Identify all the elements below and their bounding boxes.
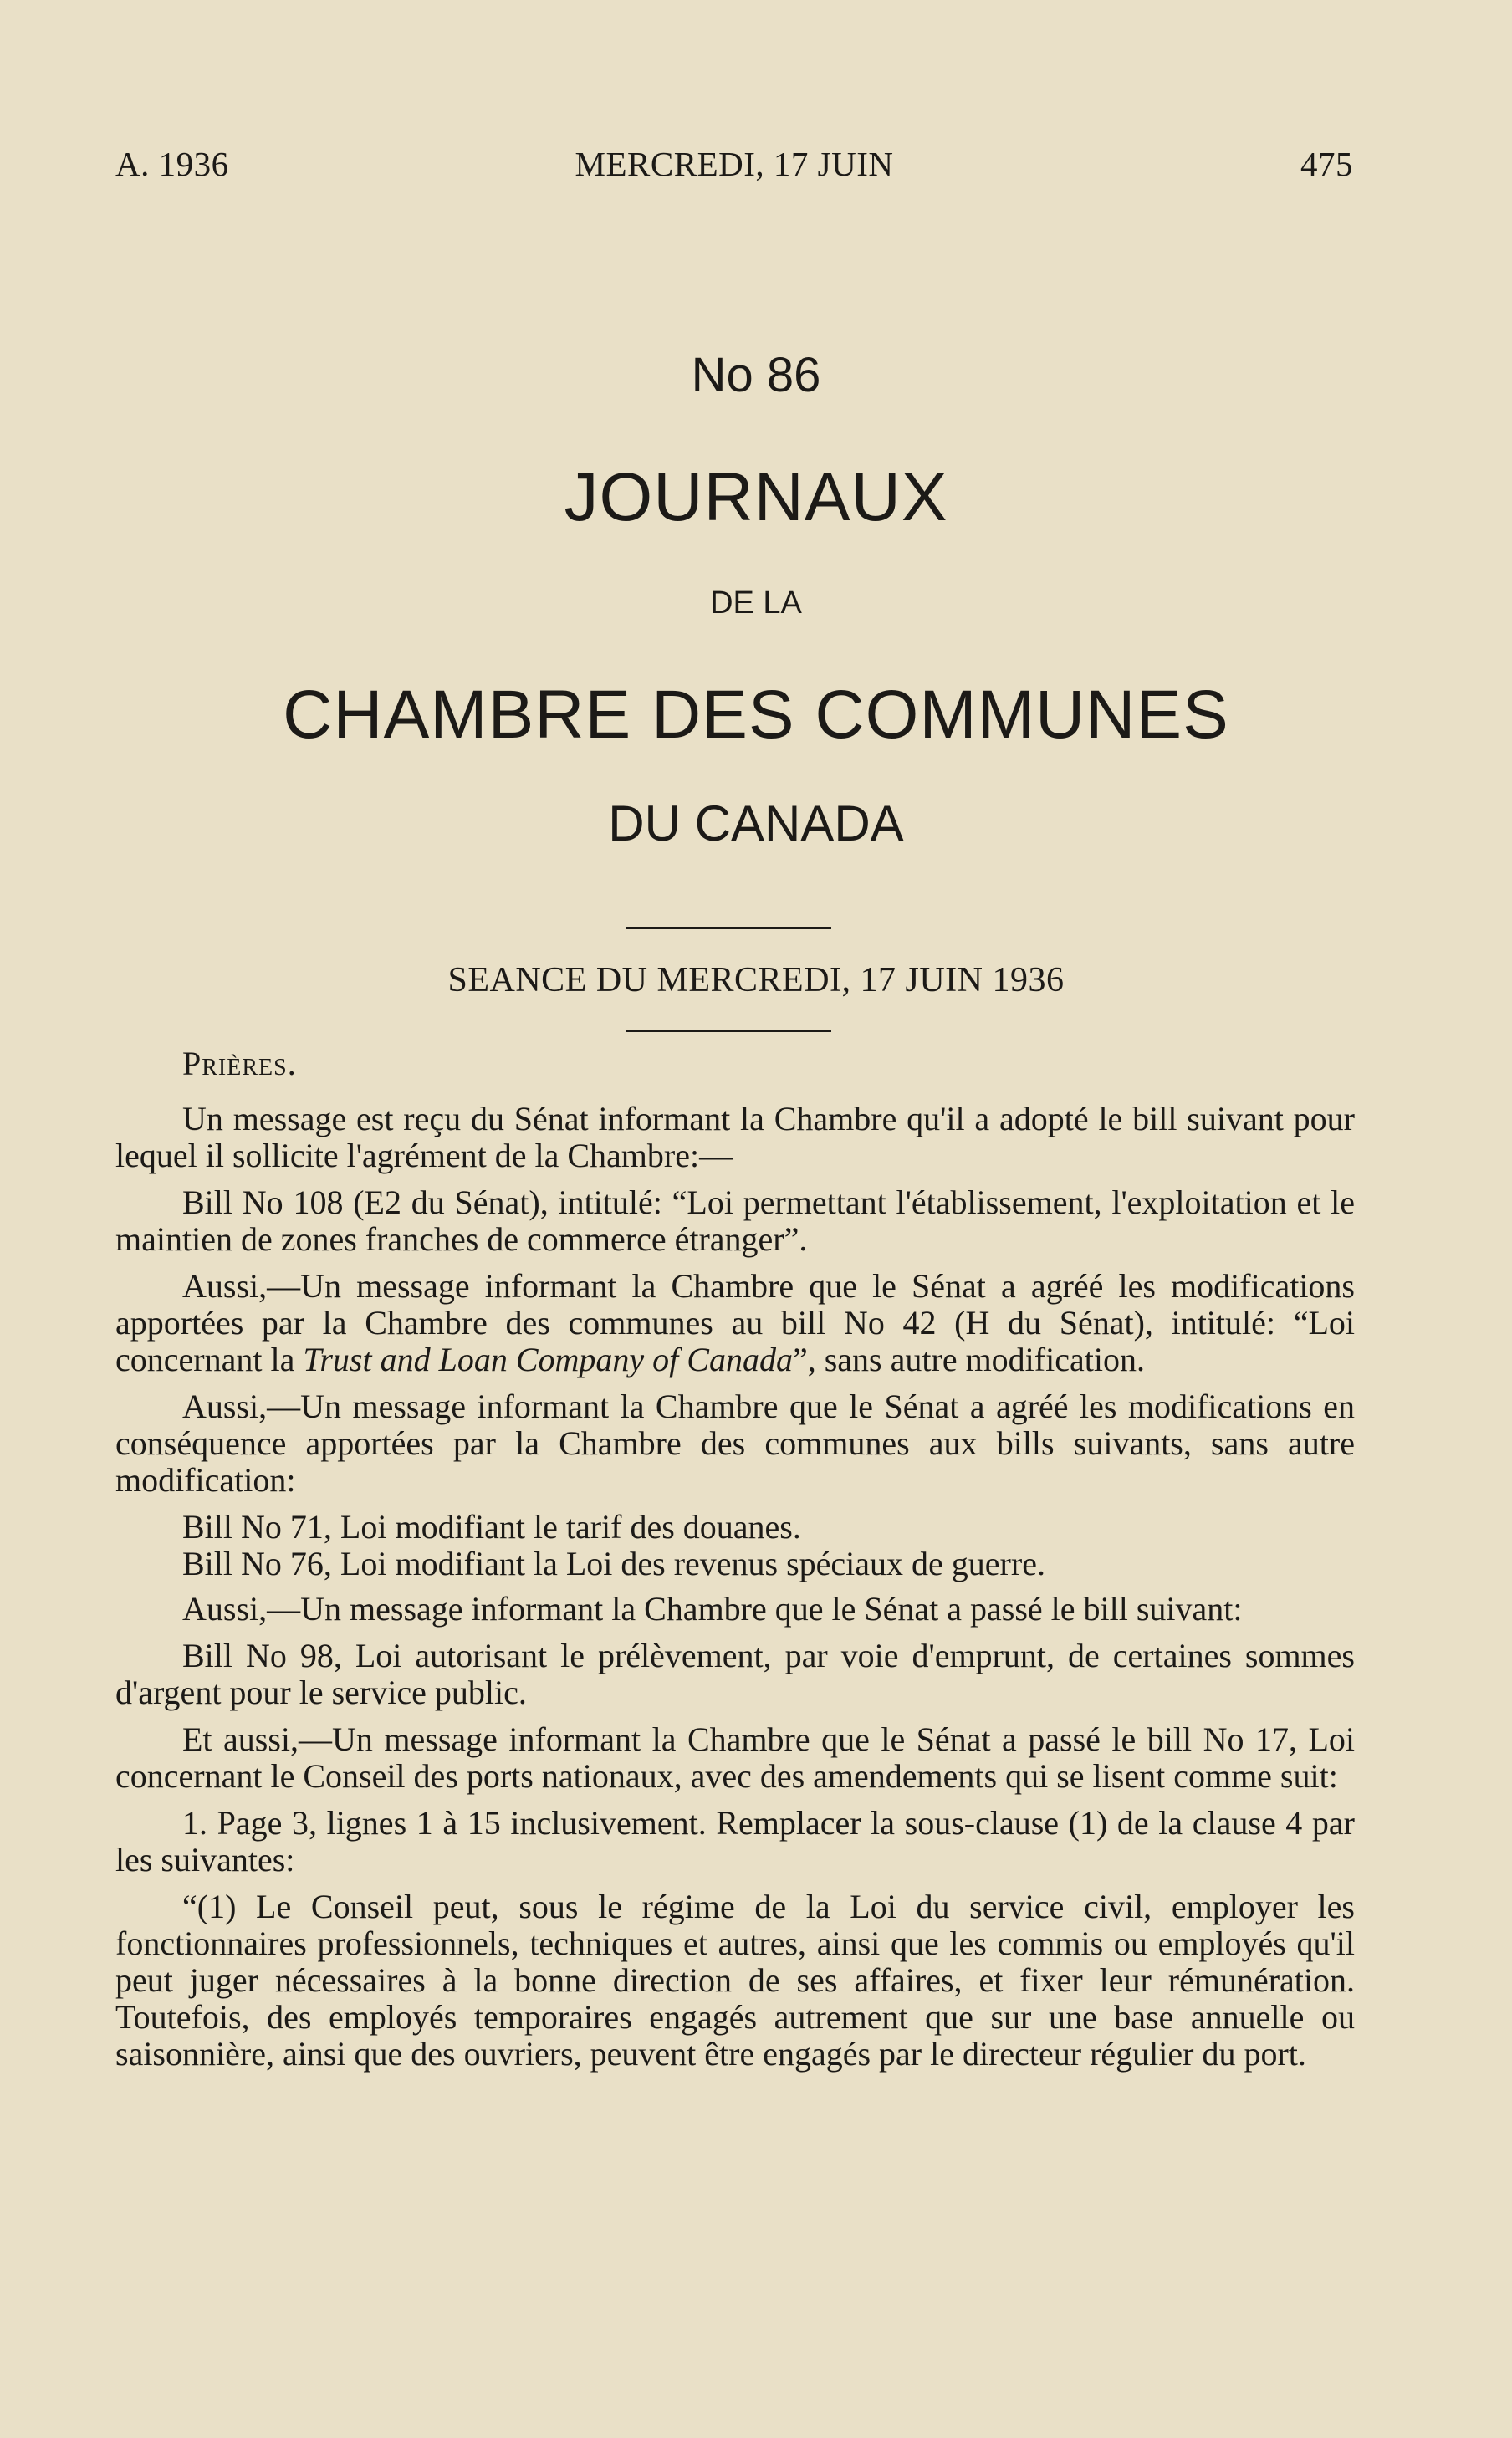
- bill-42-paragraph: [115, 1268, 1355, 1378]
- sitting-heading: SEANCE DU MERCREDI, 17 JUIN 1936: [447, 961, 1065, 999]
- bill-71-line: Bill No 71, Loi modifiant le tarif des douanes.: [182, 1508, 801, 1546]
- page-number: 475: [1300, 145, 1353, 183]
- company-name: Trust and Loan Company of Canada: [303, 1341, 793, 1378]
- bill-108-paragraph: Bill No 108 (E2 du Sénat), intitulé: “Loi permettant l'établissement, l'exploitation et le maintien de zones franches de commerce étranger”.: [115, 1183, 1355, 1258]
- date-heading: MERCREDI, 17 JUIN: [575, 145, 894, 183]
- proceedings-text: [115, 1045, 1355, 2083]
- country-title: DU CANADA: [608, 795, 904, 851]
- bill-98-paragraph: Bill No 98, Loi autorisant le prélèvement, par voie d'emprunt, de certaines sommes d'argent pour le service public.: [115, 1637, 1355, 1711]
- divider-rule-bottom: [626, 1030, 831, 1032]
- bill-42-text-end: ”, sans autre modification.: [792, 1341, 1145, 1378]
- year-label: A. 1936: [115, 145, 229, 183]
- chamber-title: CHAMBRE DES COMMUNES: [283, 677, 1229, 753]
- senate-message-paragraph: Un message est reçu du Sénat informant la Chambre qu'il a adopté le bill suivant pour lequel il sollicite l'agrément de la Chambre:—: [115, 1100, 1355, 1174]
- title-connector: DE LA: [710, 585, 802, 621]
- amendment-text-paragraph: “(1) Le Conseil peut, sous le régime de la Loi du service civil, employer les fonctionnaires professionnels, techniques et autres, ainsi que les commis ou employés qu'il peut juger nécessaires à la bonne direction de ses affaires, et fixer leur rémunération. Toutefois, des employés temporaires engagés autrement que sur une base annuelle ou saisonnière, ainsi que des ouvriers, peuvent être engagés par le directeur régulier du port.: [115, 1888, 1355, 2073]
- prayers-heading: Prières.: [182, 1045, 297, 1082]
- divider-rule-top: [626, 927, 831, 929]
- journal-title: JOURNAUX: [564, 459, 948, 535]
- bill-42-text-start: Aussi,—Un message informant la Chambre que le Sénat a agréé les modifications apportées par la Chambre des communes au bill No 42 (H du Sénat), intitulé: “Loi concernant la: [115, 1267, 1355, 1378]
- consequential-amendments-paragraph: Aussi,—Un message informant la Chambre que le Sénat a agréé les modifications en conséquence apportées par la Chambre des communes aux bills suivants, sans autre modification:: [115, 1388, 1355, 1499]
- bill-76-line: Bill No 76, Loi modifiant la Loi des revenus spéciaux de guerre.: [182, 1545, 1045, 1582]
- running-head: [115, 144, 1353, 194]
- bill-17-paragraph: Et aussi,—Un message informant la Chambre que le Sénat a passé le bill No 17, Loi concernant le Conseil des ports nationaux, avec des amendements qui se lisent comme suit:: [115, 1720, 1355, 1795]
- bill-passed-paragraph: Aussi,—Un message informant la Chambre que le Sénat a passé le bill suivant:: [182, 1590, 1243, 1628]
- amendment-1-paragraph: 1. Page 3, lignes 1 à 15 inclusivement. Remplacer la sous-clause (1) de la clause 4 par les suivantes:: [115, 1804, 1355, 1878]
- issue-number: No 86: [691, 348, 821, 402]
